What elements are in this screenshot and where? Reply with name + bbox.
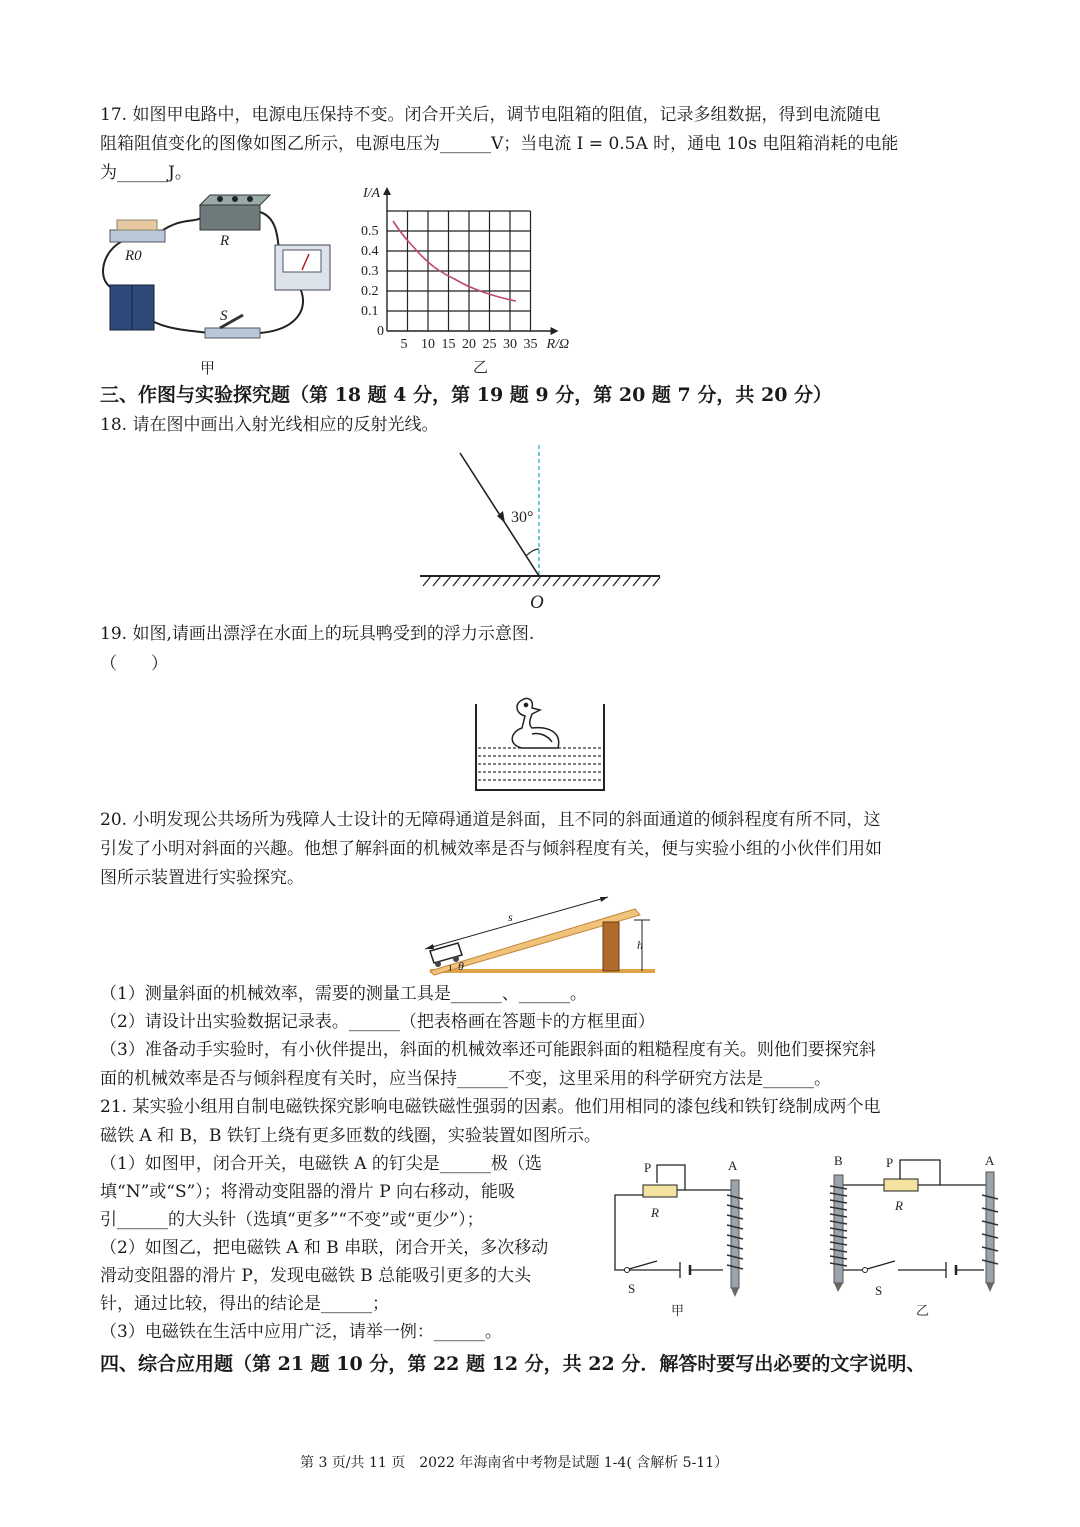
electromagnet-a2 (982, 1172, 998, 1292)
y-tick-label: 0.2 (361, 284, 379, 299)
q18-text: 18. 请在图中画出入射光线相应的反射光线。 (100, 415, 439, 435)
q17-line3: 为______J。 (100, 163, 192, 183)
rheostat-a (643, 1185, 677, 1197)
section3-title: 三、作图与实验探究题（第 18 题 4 分，第 19 题 9 分，第 20 题 7 分，共 20 分） (100, 384, 833, 406)
x-tick-label: 15 (441, 337, 456, 352)
series-curve (393, 221, 516, 301)
x-axis-label: R/Ω (546, 337, 570, 352)
switch-a (625, 1261, 658, 1273)
battery-pack (110, 285, 154, 330)
q21-figure-b (820, 1150, 1005, 1320)
y-axis-label: I/A (363, 186, 381, 201)
y-tick-label: 0 (377, 324, 384, 339)
q20-part3-line2: 面的机械效率是否与倾斜程度有关时，应当保持______不变，这里采用的科学研究方法是______。 (100, 1069, 831, 1089)
y-axis-arrow (383, 187, 391, 195)
resistance-box (200, 195, 270, 230)
battery-a (660, 1262, 723, 1278)
page-footer: 第 3 页/共 11 页 2022 年海南省中考物是试题 1-4( 含解析 5-11） (300, 1455, 729, 1471)
point-o-label: O (530, 592, 544, 613)
toy-duck (512, 698, 558, 748)
support-block (603, 922, 619, 971)
x-axis-arrow (551, 327, 559, 335)
q21-part1-line3: 引______的大头针（选填“更多”“不变”或“更少”）； (100, 1210, 484, 1230)
fig-a-r-label: R (651, 1205, 659, 1220)
y-tick-label: 0.1 (361, 304, 379, 319)
electromagnet-b (830, 1175, 847, 1292)
fig-a-p-label: P (644, 1160, 652, 1175)
x-tick-label: 10 (421, 337, 435, 352)
section4-title: 四、综合应用题（第 21 题 10 分，第 22 题 12 分，共 22 分．解答时要写出必要的文字说明、 (100, 1353, 926, 1375)
q21-part2-line3: 针，通过比较，得出的结论是______； (100, 1294, 389, 1314)
rheostat-b (884, 1179, 918, 1191)
fig-a-caption: 甲 (671, 1303, 685, 1318)
fig-b-p-label: P (886, 1155, 894, 1170)
fig-b-r-label: R (895, 1198, 903, 1213)
q17-line2: 阻箱阻值变化的图像如图乙所示，电源电压为______V；当电流 I = 0.5A 时，通电 10s 电阻箱消耗的电能 (100, 134, 899, 154)
x-tick-label: 25 (482, 337, 497, 352)
q21-part2-line1: （2）如图乙，把电磁铁 A 和 B 串联，闭合开关，多次移动 (100, 1238, 549, 1258)
theta-label: θ (458, 959, 464, 973)
q19-duck-container (470, 690, 610, 795)
s-label: s (508, 910, 513, 924)
q20-part1: （1）测量斜面的机械效率，需要的测量工具是______、______。 (100, 984, 587, 1004)
q17-line1: 17. 如图甲电路中，电源电压保持不变。闭合开关后，调节电阻箱的阻值，记录多组数据，得到电流随电 (100, 105, 881, 125)
y-tick-label: 0.4 (361, 244, 379, 259)
q20-line3: 图所示装置进行实验探究。 (100, 868, 304, 888)
fig-a-a-label: A (728, 1158, 738, 1173)
graph-caption: 乙 (473, 360, 489, 376)
q17-current-resistance-graph (355, 185, 595, 380)
mirror-hatching (423, 576, 660, 586)
x-tick-label: 30 (503, 337, 517, 352)
switch-b (863, 1261, 896, 1273)
r-box-label: R (220, 233, 230, 249)
x-tick-label: 35 (523, 337, 538, 352)
circuit-caption: 甲 (200, 361, 216, 377)
fig-b-a-label: A (985, 1153, 995, 1168)
h-label: h (637, 938, 643, 952)
switch-label: S (220, 308, 228, 324)
fig-b-b-label: B (834, 1153, 843, 1168)
water-lines (478, 748, 602, 780)
q20-line1: 20. 小明发现公共场所为残障人士设计的无障碍通道是斜面，且不同的斜面通道的倾斜程度有所不同，这 (100, 810, 881, 830)
q21-figure-a (605, 1155, 765, 1320)
r0-label: R0 (125, 248, 142, 264)
q21-part2-line2: 滑动变阻器的滑片 P，发现电磁铁 B 总能吸引更多的大头 (100, 1266, 532, 1286)
fig-b-s-label: S (875, 1283, 883, 1298)
angle-label: 30° (511, 509, 534, 526)
switch (205, 315, 260, 338)
q21-line1: 21. 某实验小组用自制电磁铁探究影响电磁铁磁性强弱的因素。他们用相同的漆包线和铁钉绕制成两个电 (100, 1097, 881, 1117)
q21-part3: （3）电磁铁在生活中应用广泛，请举一例：______。 (100, 1322, 502, 1342)
q20-part2: （2）请设计出实验数据记录表。______（把表格画在答题卡的方框里面） (100, 1012, 655, 1032)
fig-b-caption: 乙 (916, 1303, 930, 1318)
x-tick-label: 5 (400, 337, 408, 352)
q20-part3-line1: （3）准备动手实验时，有小伙伴提出，斜面的机械效率还可能跟斜面的粗糙程度有关。则他们要探究斜 (100, 1040, 876, 1060)
q21-part1-line2: 填“N”或“S”）；将滑动变阻器的滑片 P 向右移动，能吸 (100, 1182, 516, 1202)
y-tick-label: 0.3 (361, 264, 379, 279)
r0-resistor (110, 220, 165, 242)
ammeter (275, 245, 330, 290)
fig-a-s-label: S (628, 1281, 636, 1296)
q18-reflection-diagram (415, 445, 665, 615)
q20-incline-diagram (420, 895, 665, 980)
electromagnet-a (727, 1180, 743, 1297)
q17-circuit-diagram (95, 190, 345, 380)
q21-line2: 磁铁 A 和 B，B 铁钉上绕有更多匝数的线圈，实验装置如图所示。 (100, 1126, 601, 1146)
q20-line2: 引发了小明对斜面的兴趣。他想了解斜面的机械效率是否与倾斜程度有关，便与实验小组的小伙伴们用如 (100, 839, 882, 859)
x-tick-label: 20 (462, 337, 476, 352)
q19-text: 19. 如图,请画出漂浮在水面上的玩具鸭受到的浮力示意图. (100, 624, 535, 644)
y-tick-label: 0.5 (361, 224, 379, 239)
q21-part1-line1: （1）如图甲，闭合开关，电磁铁 A 的钉尖是______极（选 (100, 1154, 542, 1174)
q19-answer-blank: （ ） (100, 654, 168, 674)
battery-b (898, 1262, 984, 1278)
